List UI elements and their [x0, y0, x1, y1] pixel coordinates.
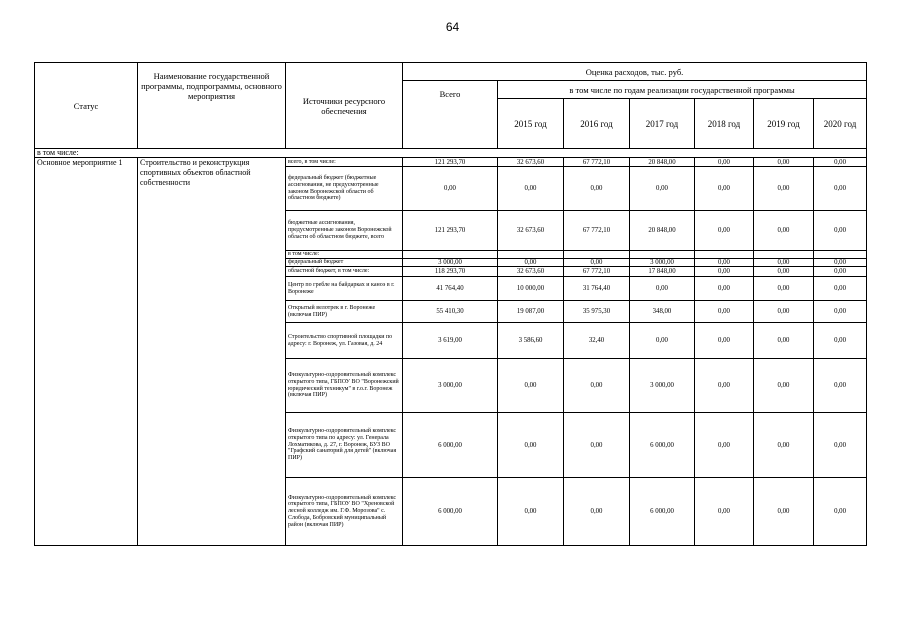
- value-cell: [814, 251, 867, 259]
- name-cell: Строительство и реконструкция спортивных объектов областной собственности: [138, 158, 286, 546]
- value-cell: 20 848,00: [630, 158, 695, 167]
- value-cell: 0,00: [695, 478, 754, 546]
- value-cell: 55 410,30: [403, 301, 498, 323]
- value-cell: 3 000,00: [403, 359, 498, 413]
- value-cell: 67 772,10: [564, 211, 630, 251]
- value-cell: 0,00: [564, 167, 630, 211]
- value-cell: 0,00: [695, 267, 754, 277]
- value-cell: 32 673,60: [498, 267, 564, 277]
- value-cell: 0,00: [403, 167, 498, 211]
- value-cell: 0,00: [754, 359, 814, 413]
- value-cell: 0,00: [695, 211, 754, 251]
- value-cell: 6 000,00: [403, 413, 498, 478]
- source-cell: бюджетные ассигнования, предусмотренные законом Воронежской области об областном бюджете, всего: [286, 211, 403, 251]
- value-cell: 0,00: [695, 167, 754, 211]
- value-cell: 0,00: [814, 413, 867, 478]
- budget-table: [34, 62, 867, 546]
- source-cell: областной бюджет, в том числе:: [286, 267, 403, 277]
- source-cell: Открытый велотрек в г. Воронеже (включая ПИР): [286, 301, 403, 323]
- value-cell: 0,00: [564, 478, 630, 546]
- header-name: Наименование государственной программы, подпрограммы, основного мероприятия: [138, 63, 286, 149]
- table-row: [35, 158, 867, 167]
- header-sources: Источники ресурсного обеспечения: [286, 63, 403, 149]
- header-cost-estimate: Оценка расходов, тыс. руб.: [403, 63, 867, 81]
- header-year: 2020 год: [814, 99, 867, 149]
- value-cell: 0,00: [754, 211, 814, 251]
- value-cell: 6 000,00: [403, 478, 498, 546]
- value-cell: 0,00: [498, 167, 564, 211]
- value-cell: 19 087,00: [498, 301, 564, 323]
- value-cell: 20 848,00: [630, 211, 695, 251]
- value-cell: 0,00: [564, 259, 630, 267]
- value-cell: 3 000,00: [403, 259, 498, 267]
- value-cell: 0,00: [814, 158, 867, 167]
- value-cell: 0,00: [695, 323, 754, 359]
- source-cell: Центр по гребле на байдарках и каноэ в г. Воронеже: [286, 277, 403, 301]
- status-cell: Основное мероприятие 1: [35, 158, 138, 546]
- value-cell: 0,00: [814, 301, 867, 323]
- value-cell: 0,00: [754, 158, 814, 167]
- value-cell: 0,00: [695, 359, 754, 413]
- value-cell: 3 619,00: [403, 323, 498, 359]
- header-year: 2018 год: [695, 99, 754, 149]
- header-year: 2015 год: [498, 99, 564, 149]
- value-cell: 0,00: [695, 259, 754, 267]
- value-cell: 0,00: [564, 359, 630, 413]
- value-cell: 118 293,70: [403, 267, 498, 277]
- value-cell: 10 000,00: [498, 277, 564, 301]
- value-cell: 0,00: [814, 323, 867, 359]
- value-cell: 32 673,60: [498, 211, 564, 251]
- value-cell: 0,00: [498, 259, 564, 267]
- subheading: в том числе:: [35, 149, 867, 158]
- source-cell: Физкультурно-оздоровительный комплекс открытого типа по адресу: ул. Генерала Лохматикова, д. 27, г. Воронеж, БУЗ ВО "Графский санаторий для детей" (включая ПИР): [286, 413, 403, 478]
- header-year: 2017 год: [630, 99, 695, 149]
- value-cell: 0,00: [695, 158, 754, 167]
- value-cell: 0,00: [498, 478, 564, 546]
- header-year: 2016 год: [564, 99, 630, 149]
- value-cell: 32 673,60: [498, 158, 564, 167]
- header-by-years: в том числе по годам реализации государственной программы: [498, 81, 867, 99]
- source-cell: Физкультурно-оздоровительный комплекс открытого типа, ГБПОУ ВО "Хреновской лесной колледж им. Г.Ф. Морозова" с. Слобода, Бобровский муниципальный район (включая ПИР): [286, 478, 403, 546]
- value-cell: 0,00: [814, 277, 867, 301]
- value-cell: [564, 251, 630, 259]
- value-cell: [498, 251, 564, 259]
- value-cell: 67 772,10: [564, 158, 630, 167]
- value-cell: 0,00: [695, 413, 754, 478]
- value-cell: 0,00: [814, 478, 867, 546]
- value-cell: 35 975,30: [564, 301, 630, 323]
- value-cell: 0,00: [754, 259, 814, 267]
- value-cell: 41 764,40: [403, 277, 498, 301]
- value-cell: 0,00: [754, 323, 814, 359]
- value-cell: 121 293,70: [403, 211, 498, 251]
- source-cell: федеральный бюджет: [286, 259, 403, 267]
- value-cell: 0,00: [564, 413, 630, 478]
- value-cell: 3 586,60: [498, 323, 564, 359]
- value-cell: 0,00: [754, 277, 814, 301]
- source-cell: всего, в том числе:: [286, 158, 403, 167]
- header-status: Статус: [35, 63, 138, 149]
- value-cell: 0,00: [754, 167, 814, 211]
- value-cell: 0,00: [630, 323, 695, 359]
- value-cell: 348,00: [630, 301, 695, 323]
- value-cell: 0,00: [754, 267, 814, 277]
- value-cell: 0,00: [814, 267, 867, 277]
- header-total: Всего: [403, 81, 498, 149]
- value-cell: 67 772,10: [564, 267, 630, 277]
- source-cell: Строительство спортивной площадки по адресу: г. Воронеж, ул. Газовая, д. 24: [286, 323, 403, 359]
- value-cell: 121 293,70: [403, 158, 498, 167]
- value-cell: 0,00: [498, 359, 564, 413]
- page-number: 64: [445, 20, 460, 34]
- value-cell: 17 848,00: [630, 267, 695, 277]
- value-cell: 0,00: [814, 167, 867, 211]
- value-cell: [695, 251, 754, 259]
- value-cell: 0,00: [695, 301, 754, 323]
- value-cell: 6 000,00: [630, 478, 695, 546]
- value-cell: 3 000,00: [630, 259, 695, 267]
- value-cell: [403, 251, 498, 259]
- value-cell: [630, 251, 695, 259]
- value-cell: 6 000,00: [630, 413, 695, 478]
- source-cell: Физкультурно-оздоровительный комплекс открытого типа, ГБПОУ ВО "Воронежский юридический техникум" в г.о.г. Воронеж (включая ПИР): [286, 359, 403, 413]
- value-cell: [754, 251, 814, 259]
- source-cell: в том числе:: [286, 251, 403, 259]
- value-cell: 31 764,40: [564, 277, 630, 301]
- value-cell: 0,00: [754, 478, 814, 546]
- value-cell: 0,00: [814, 359, 867, 413]
- value-cell: 3 000,00: [630, 359, 695, 413]
- value-cell: 32,40: [564, 323, 630, 359]
- value-cell: 0,00: [754, 301, 814, 323]
- value-cell: 0,00: [630, 277, 695, 301]
- value-cell: 0,00: [814, 211, 867, 251]
- value-cell: 0,00: [695, 277, 754, 301]
- header-year: 2019 год: [754, 99, 814, 149]
- value-cell: 0,00: [498, 413, 564, 478]
- value-cell: 0,00: [630, 167, 695, 211]
- value-cell: 0,00: [754, 413, 814, 478]
- value-cell: 0,00: [814, 259, 867, 267]
- source-cell: федеральный бюджет (бюджетные ассигнования, не предусмотренные законом Воронежской области об областном бюджете): [286, 167, 403, 211]
